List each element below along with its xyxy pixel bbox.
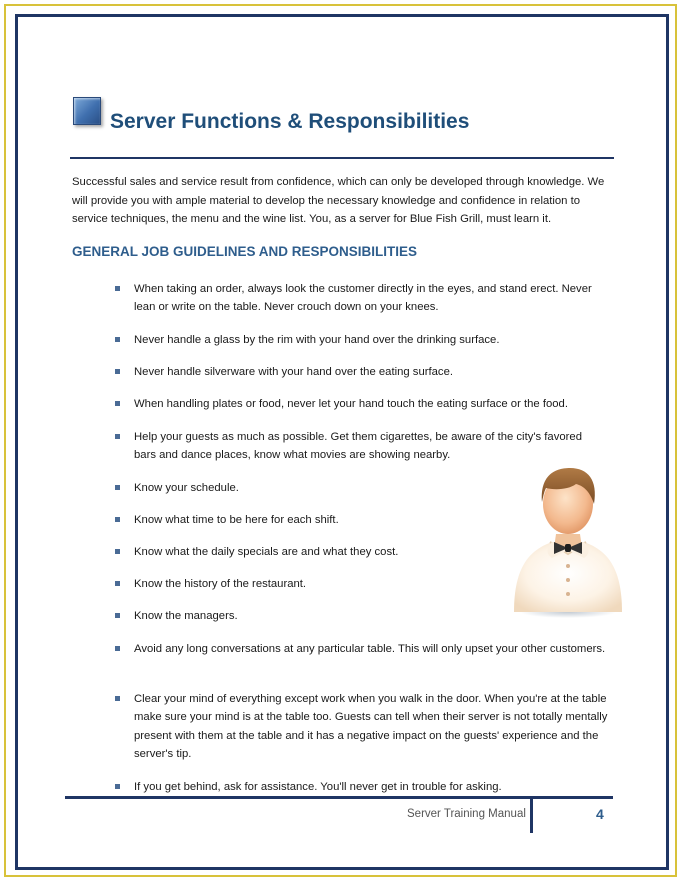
list-item-text: If you get behind, ask for assistance. You'll never get in trouble for asking. (134, 781, 502, 793)
bullet-icon (115, 549, 120, 554)
page-number: 4 (596, 806, 604, 822)
section-heading: GENERAL JOB GUIDELINES AND RESPONSIBILITIES (72, 244, 418, 259)
list-item-text: Know what the daily specials are and what they cost. (134, 546, 399, 558)
list-item-text: Know your schedule. (134, 482, 239, 494)
page-title: Server Functions & Responsibilities (110, 110, 470, 133)
list-item-text: Know the history of the restaurant. (134, 578, 307, 590)
bullet-icon (115, 784, 120, 789)
bullet-icon (115, 369, 120, 374)
list-item-text: Know what time to be here for each shift. (134, 514, 339, 526)
list-item-text: Never handle silverware with your hand over the eating surface. (134, 366, 453, 378)
bullet-icon (115, 646, 120, 651)
bullet-icon (115, 434, 120, 439)
square-bullet-icon (73, 97, 101, 125)
bullet-icon (115, 286, 120, 291)
waiter-illustration (510, 462, 626, 622)
bullet-icon (115, 696, 120, 701)
footer-manual-title: Server Training Manual (407, 808, 526, 820)
intro-paragraph: Successful sales and service result from confidence, which can only be developed through knowledge. We will provide you with ample material to develop the necessary knowledge and confidence in relation to service techniques, the menu and the wine list. You, as a server for Blue Fish Grill, must learn it. (72, 176, 605, 225)
list-item (115, 331, 615, 349)
bullet-icon (115, 337, 120, 342)
list-item-text: Never handle a glass by the rim with your hand over the drinking surface. (134, 334, 500, 346)
title-divider (70, 157, 614, 159)
list-item (115, 428, 605, 465)
list-item (115, 690, 615, 763)
list-item-text: When handling plates or food, never let your hand touch the eating surface or the food. (134, 398, 568, 410)
list-item-text: Know the managers. (134, 610, 238, 622)
bullet-icon (115, 517, 120, 522)
list-item-text: Clear your mind of everything except work when you walk in the door. When you're at the table make sure your mind is at the table too. Guests can tell when their server is not totally mentally present with them at the table and it has a negative impact on the guests' experience and the server's tip. (134, 693, 608, 760)
list-item (115, 280, 615, 317)
list-item (115, 363, 615, 381)
list-item (115, 395, 615, 413)
bullet-icon (115, 485, 120, 490)
bullet-icon (115, 613, 120, 618)
list-item (115, 640, 615, 658)
bullet-icon (115, 581, 120, 586)
list-item-text: When taking an order, always look the customer directly in the eyes, and stand erect. Never lean or write on the table. Never crouch down on your knees. (134, 283, 592, 314)
list-item-text: Help your guests as much as possible. Get them cigarettes, be aware of the city's favored bars and dance places, know what movies are showing nearby. (134, 431, 582, 462)
list-item-text: Avoid any long conversations at any particular table. This will only upset your other customers. (134, 643, 606, 655)
list-item (115, 778, 615, 796)
bullet-icon (115, 401, 120, 406)
footer-vertical-divider (530, 796, 533, 833)
